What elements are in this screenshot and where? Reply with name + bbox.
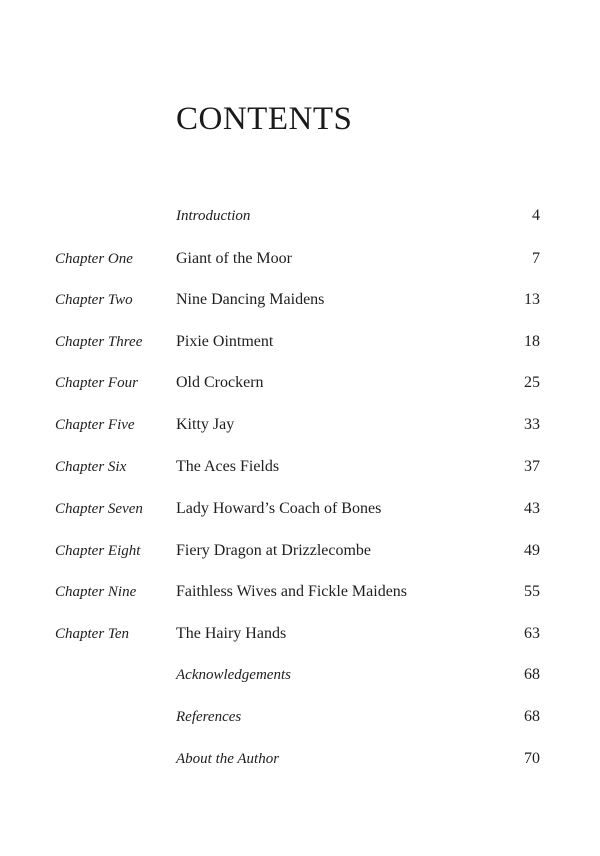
entry-page-number: 18 (524, 333, 540, 350)
chapter-label: Chapter Three (55, 334, 143, 350)
toc-entry-chapter-three[interactable] (0, 329, 600, 355)
toc-entry-about-the-author[interactable] (0, 746, 600, 772)
entry-page-number: 7 (532, 250, 540, 267)
entry-page-number: 68 (524, 708, 540, 725)
chapter-label: Chapter Seven (55, 501, 143, 517)
entry-title: Nine Dancing Maidens (176, 291, 325, 308)
entry-title: Acknowledgements (176, 667, 291, 683)
toc-entry-chapter-six[interactable] (0, 454, 600, 480)
entry-page-number: 70 (524, 750, 540, 767)
chapter-label: Chapter Six (55, 459, 127, 475)
chapter-label: Chapter Five (55, 417, 135, 433)
entry-title: Old Crockern (176, 374, 264, 391)
toc-entry-chapter-nine[interactable] (0, 579, 600, 605)
page-title: CONTENTS (176, 101, 353, 137)
entry-title: The Hairy Hands (176, 625, 287, 642)
entry-title: Introduction (176, 208, 251, 224)
toc-entry-chapter-eight[interactable] (0, 538, 600, 564)
entry-page-number: 25 (524, 374, 540, 391)
chapter-label: Chapter One (55, 251, 133, 267)
toc-entry-chapter-ten[interactable] (0, 621, 600, 647)
chapter-label: Chapter Ten (55, 626, 130, 642)
entry-page-number: 68 (524, 666, 540, 683)
entry-title: The Aces Fields (176, 458, 280, 475)
entry-page-number: 33 (524, 416, 540, 433)
entry-title: About the Author (176, 751, 280, 767)
entry-title: Fiery Dragon at Drizzlecombe (176, 542, 372, 559)
entry-page-number: 13 (524, 291, 540, 308)
chapter-label: Chapter Nine (55, 584, 137, 600)
chapter-label: Chapter Eight (55, 543, 141, 559)
entry-page-number: 63 (524, 625, 540, 642)
entry-page-number: 49 (524, 542, 540, 559)
entry-title: Giant of the Moor (176, 250, 292, 267)
entry-title: Faithless Wives and Fickle Maidens (176, 583, 408, 600)
toc-entry-chapter-four[interactable] (0, 370, 600, 396)
entry-title: Lady Howard’s Coach of Bones (176, 500, 382, 517)
toc-entry-references[interactable] (0, 704, 600, 730)
toc-entry-acknowledgements[interactable] (0, 662, 600, 688)
entry-title: References (176, 709, 242, 725)
entry-page-number: 4 (532, 207, 540, 224)
toc-entry-chapter-seven[interactable] (0, 496, 600, 522)
toc-entry-chapter-one[interactable] (0, 246, 600, 272)
toc-entry-introduction[interactable] (0, 203, 600, 229)
entry-page-number: 43 (524, 500, 540, 517)
entry-title: Pixie Ointment (176, 333, 274, 350)
entry-page-number: 55 (524, 583, 540, 600)
toc-entry-chapter-two[interactable] (0, 287, 600, 313)
chapter-label: Chapter Four (55, 375, 138, 391)
toc-entry-chapter-five[interactable] (0, 412, 600, 438)
chapter-label: Chapter Two (55, 292, 133, 308)
entry-page-number: 37 (524, 458, 540, 475)
entry-title: Kitty Jay (176, 416, 235, 433)
